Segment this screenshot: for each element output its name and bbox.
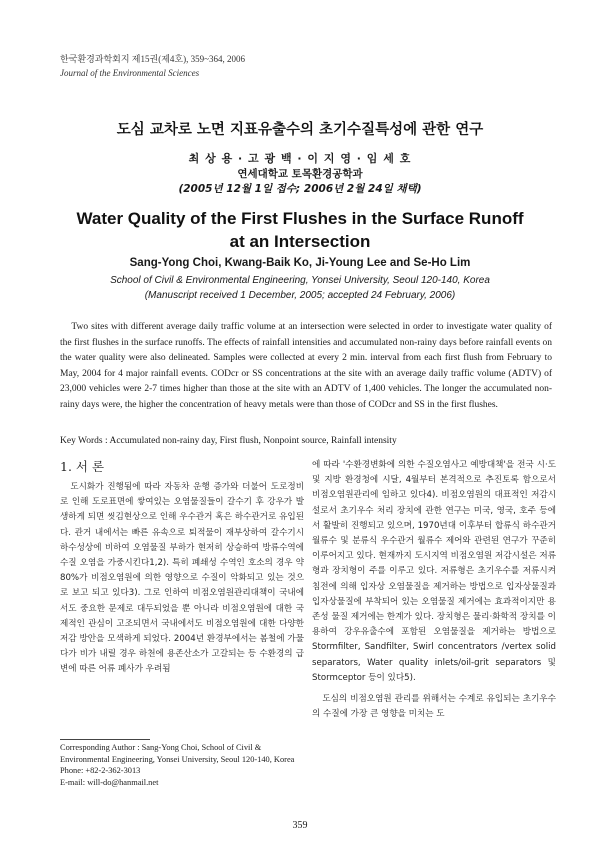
journal-header xyxy=(60,52,245,80)
abstract-text: Two sites with different average daily traffic volume at an intersection were selected in order to investigate water quality of the first flushes in the surface runoffs. The effects of rainfall intensities and accumulated non-rainy days before rainfall events on the water quality were also delineated. Samples were collected at every 2 min. interval from each first flush from February to May, 2004 for 4 major rainfall events. CODcr or SS concentrations at the site with an average daily traffic volume (ADTV) of 23,000 vehicles were 2-7 times higher than those at the site with an ADTV of 1,400 vehicles. The longer the accumulated non-rainy days were, the higher the concentration of heavy metals were than those of CODcr and SS in the first flushes. xyxy=(60,322,552,410)
title-english-line2: at an Intersection xyxy=(229,232,371,251)
abstract xyxy=(60,320,552,414)
affiliation-korean: 연세대학교 토목환경공학과 xyxy=(237,168,363,180)
authors-korean: 최 상 용 · 고 광 백 · 이 지 영 · 임 세 호 xyxy=(188,152,412,165)
left-column xyxy=(60,458,304,678)
title-korean: 도심 교차로 노면 지표유출수의 초기수질특성에 관한 연구 xyxy=(116,122,484,138)
authors-english: Sang-Yong Choi, Kwang-Baik Ko, Ji-Young Lee and Se-Ho Lim xyxy=(129,257,471,269)
footnote-email: E-mail: will-do@hanmail.net xyxy=(60,777,159,787)
introduction-paragraph-2: 도심의 비점오염원 관리를 위해서는 수계로 유입되는 초기우수의 수질에 가장 큰 영향을 미치는 도 xyxy=(312,694,556,720)
corresponding-author-footnote xyxy=(60,742,304,788)
section-heading-introduction: 1. 서 론 xyxy=(60,459,105,474)
footnote-author: Corresponding Author : Sang-Yong Choi, School of Civil & Environmental Engineering, Yonsei University, Seoul 120-140, Korea xyxy=(60,743,295,764)
introduction-paragraph-1-continued: 에 따라 '수환경변화에 의한 수질오염사고 예방대책'을 전국 시·도 및 지방 환경청에 시달, 4월부터 본격적으로 추진토록 함으로서 비점오염원관리에 임하고 있다4). 비점오염원의 대표적인 저감시설로서 초기우수 처리 장치에 관한 연구는 미국, 영국, 호주 등에서 활발히 진행되고 있으며, 1970년대 이후부터 합류식 하수관거 월류수 및 분류식 우수관거 월류수 제어와 관련된 연구가 꾸준히 이루어지고 있다. 현재까지 도시지역 비점오염원 저감시설은 저류형과 장치형이 주를 이루고 있다. 저류형은 초기우수를 저류시켜 침전에 의해 입자상 오염물질을 제거하는 방법으로 입자상물질과 입자상물질에 부착되어 있는 오염물질 제거에는 효과적이지만 용존성 물질 제거에는 한계가 있다. 장치형은 물리·화학적 장치를 이용하여 강우유출수에 포함된 오염물질을 제거하는 방법으로 Stormfilter, Sandfilter, Swirl concentrators /vertex solid separators, Water quality inlets/oil-grit separators 및 Stormceptor 등이 있다5). xyxy=(312,460,556,683)
keywords: Key Words : Accumulated non-rainy day, First flush, Nonpoint source, Rainfall intensity xyxy=(60,436,397,446)
introduction-paragraph-1: 도시화가 진행됨에 따라 자동차 운행 증가와 더불어 도로정비로 인해 도로표면에 쌓여있는 오염물질들이 갈수기 후 강우가 발생하게 되면 씻김현상으로 인해 우수관거 혹은 하수관거로 유입된다. 관거 내에서는 빠른 유속으로 퇴적물이 재부상하여 갈수기시 하수성상에 비하여 오염물질 부하가 현저히 상승하여 방류수역에 수질 오염을 가중시킨다1,2). 특히 폐쇄성 수역인 호소의 경우 약 80%가 비점오염원에 의한 영향으로 수질이 악화되고 있는 것으로 보고 되고 있다3). 그로 인하여 비점오염원관리대책이 국내에서도 중요한 문제로 대두되었을 뿐 아니라 비점오염원에 대한 국제적인 관심이 고조되면서 국내에서도 비점오염원에 대한 다양한 저감 방안을 모색하게 되었다. 2004년 환경부에서는 봄철에 가물다가 비가 내릴 경우 하천에 용존산소가 고갈되는 등 수환경의 급변에 따른 어류 폐사가 우려됨 xyxy=(60,482,304,675)
footnote-divider xyxy=(60,739,150,740)
affiliation-english: School of Civil & Environmental Engineering, Yonsei University, Seoul 120-140, Korea xyxy=(110,275,490,286)
title-english-line1: Water Quality of the First Flushes in the Surface Runoff xyxy=(76,209,524,228)
page-number: 359 xyxy=(292,820,308,831)
manuscript-dates-english: (Manuscript received 1 December, 2005; accepted 24 February, 2006) xyxy=(144,290,456,301)
right-column xyxy=(312,458,556,722)
footnote-phone: Phone: +82-2-362-3013 xyxy=(60,766,141,775)
journal-citation-ko: 한국환경과학회지 제15권(제4호), 359~364, 2006 xyxy=(60,54,245,64)
journal-name-en: Journal of the Environmental Sciences xyxy=(60,68,200,78)
title-english xyxy=(0,207,600,253)
received-dates-korean: (2005년 12월 1일 접수; 2006년 2월 24일 채택) xyxy=(178,183,422,195)
